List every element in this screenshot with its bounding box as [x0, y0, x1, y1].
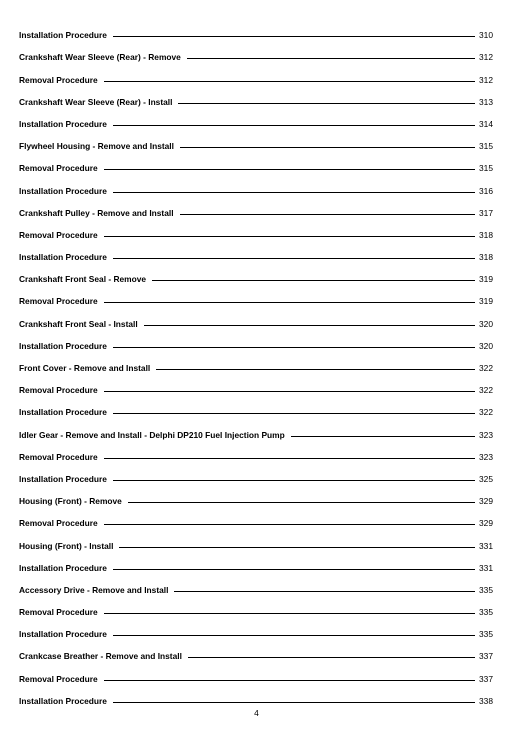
toc-entry-title: Crankshaft Wear Sleeve (Rear) - Remove	[19, 52, 181, 63]
toc-entry-page: 335	[479, 584, 493, 595]
toc-entry-title: Crankshaft Front Seal - Remove	[19, 274, 147, 285]
toc-entry-title: Installation Procedure	[19, 252, 107, 263]
toc-leader-line	[104, 236, 475, 237]
toc-entry[interactable]	[19, 553, 493, 575]
toc-entry-page: 315	[479, 141, 493, 152]
page-number: 4	[254, 708, 259, 718]
toc-entry[interactable]	[19, 419, 493, 441]
toc-entry-title: Removal Procedure	[19, 385, 98, 396]
toc-entry-page: 320	[479, 340, 493, 351]
toc-entry-title: Idler Gear - Remove and Install - Delphi DP210 Fuel Injection Pump	[19, 429, 285, 440]
toc-entry-page: 322	[479, 407, 493, 418]
toc-entry-page: 320	[479, 318, 493, 329]
toc-entry-page: 337	[479, 673, 493, 684]
toc-leader-line	[180, 214, 475, 215]
toc-leader-line	[128, 502, 475, 503]
toc-entry[interactable]	[19, 153, 493, 175]
toc-entry-title: Installation Procedure	[19, 185, 107, 196]
toc-leader-line	[188, 657, 475, 658]
toc-entry[interactable]	[19, 242, 493, 264]
toc-entry-title: Installation Procedure	[19, 30, 107, 41]
toc-entry-title: Installation Procedure	[19, 118, 107, 129]
toc-entry[interactable]	[19, 530, 493, 552]
toc-entry-title: Removal Procedure	[19, 607, 98, 618]
toc-entry[interactable]	[19, 597, 493, 619]
toc-leader-line	[104, 391, 475, 392]
toc-leader-line	[113, 192, 475, 193]
toc-entry-title: Installation Procedure	[19, 340, 107, 351]
toc-entry[interactable]	[19, 198, 493, 220]
toc-entry-page: 318	[479, 252, 493, 263]
toc-leader-line	[104, 169, 475, 170]
toc-entry[interactable]	[19, 64, 493, 86]
toc-entry-title: Flywheel Housing - Remove and Install	[19, 141, 174, 152]
toc-leader-line	[113, 413, 475, 414]
toc-leader-line	[156, 369, 475, 370]
toc-entry-page: 319	[479, 274, 493, 285]
toc-entry[interactable]	[19, 575, 493, 597]
toc-entry[interactable]	[19, 308, 493, 330]
toc-leader-line	[113, 480, 475, 481]
toc-entry-page: 335	[479, 629, 493, 640]
toc-entry-page: 312	[479, 52, 493, 63]
toc-entry[interactable]	[19, 619, 493, 641]
toc-leader-line	[104, 458, 475, 459]
toc-leader-line	[104, 81, 475, 82]
toc-entry-title: Front Cover - Remove and Install	[19, 363, 151, 373]
toc-entry[interactable]	[19, 442, 493, 464]
toc-entry-page: 325	[479, 473, 493, 484]
toc-entry-page: 331	[479, 540, 493, 551]
toc-entry-title: Accessory Drive - Remove and Install	[19, 584, 169, 595]
toc-entry-title: Crankshaft Wear Sleeve (Rear) - Install	[19, 96, 173, 107]
toc-entry[interactable]	[19, 686, 493, 708]
toc-entry[interactable]	[19, 464, 493, 486]
toc-entry-page: 316	[479, 185, 493, 196]
toc-entry-page: 322	[479, 385, 493, 396]
toc-entry-page: 315	[479, 163, 493, 174]
toc-leader-line	[104, 613, 475, 614]
toc-entry-title: Housing (Front) - Remove	[19, 496, 122, 507]
toc-entry-page: 310	[479, 30, 493, 41]
toc-entry-page: 323	[479, 429, 493, 440]
toc-leader-line	[119, 547, 475, 548]
toc-leader-line	[113, 258, 475, 259]
toc-entry[interactable]	[19, 264, 493, 286]
toc-entry-title: Housing (Front) - Install	[19, 540, 114, 551]
toc-entry-page: 317	[479, 207, 493, 218]
toc-entry[interactable]	[19, 508, 493, 530]
toc-entry[interactable]	[19, 220, 493, 242]
toc-leader-line	[187, 58, 475, 59]
toc-leader-line	[152, 280, 475, 281]
toc-entry[interactable]	[19, 353, 493, 375]
toc-leader-line	[113, 569, 475, 570]
toc-entry-page: 312	[479, 74, 493, 85]
toc-entry-title: Crankshaft Pulley - Remove and Install	[19, 207, 174, 218]
toc-leader-line	[113, 702, 475, 703]
toc-leader-line	[104, 680, 475, 681]
toc-entry-title: Installation Procedure	[19, 562, 107, 573]
toc-entry-page: 335	[479, 607, 493, 618]
toc-leader-line	[113, 347, 475, 348]
toc-entry-page: 319	[479, 296, 493, 307]
toc-entry-page: 313	[479, 96, 493, 107]
toc-entry[interactable]	[19, 175, 493, 197]
toc-entry[interactable]	[19, 286, 493, 308]
toc-leader-line	[104, 524, 475, 525]
toc-leader-line	[291, 436, 475, 437]
toc-entry-title: Removal Procedure	[19, 518, 98, 529]
toc-leader-line	[104, 302, 475, 303]
toc-entry[interactable]	[19, 375, 493, 397]
toc-entry[interactable]	[19, 131, 493, 153]
toc-leader-line	[144, 325, 475, 326]
toc-entry-page: 331	[479, 562, 493, 573]
toc-entry[interactable]	[19, 42, 493, 64]
toc-entry[interactable]	[19, 109, 493, 131]
toc-leader-line	[113, 635, 475, 636]
toc-leader-line	[174, 591, 475, 592]
toc-leader-line	[113, 36, 475, 37]
toc-entry-title: Installation Procedure	[19, 473, 107, 484]
toc-entry[interactable]	[19, 331, 493, 353]
toc-entry[interactable]	[19, 641, 493, 663]
toc-leader-line	[178, 103, 475, 104]
toc-entry-page: 322	[479, 363, 493, 373]
table-of-contents	[19, 20, 493, 708]
toc-entry[interactable]	[19, 87, 493, 109]
toc-entry-title: Removal Procedure	[19, 229, 98, 240]
toc-entry-title: Crankcase Breather - Remove and Install	[19, 651, 182, 662]
toc-entry-title: Installation Procedure	[19, 407, 107, 418]
toc-entry-page: 337	[479, 651, 493, 662]
toc-entry[interactable]	[19, 486, 493, 508]
toc-entry-title: Removal Procedure	[19, 163, 98, 174]
toc-entry-page: 329	[479, 496, 493, 507]
toc-entry[interactable]	[19, 397, 493, 419]
toc-entry-title: Removal Procedure	[19, 673, 98, 684]
toc-leader-line	[113, 125, 475, 126]
toc-entry-page: 338	[479, 695, 493, 706]
toc-entry-title: Crankshaft Front Seal - Install	[19, 318, 138, 329]
toc-entry[interactable]	[19, 20, 493, 42]
toc-leader-line	[180, 147, 475, 148]
toc-entry-title: Installation Procedure	[19, 695, 107, 706]
toc-entry-title: Installation Procedure	[19, 629, 107, 640]
toc-entry[interactable]	[19, 663, 493, 685]
toc-entry-page: 323	[479, 451, 493, 462]
toc-entry-title: Removal Procedure	[19, 451, 98, 462]
toc-entry-page: 314	[479, 118, 493, 129]
toc-entry-title: Removal Procedure	[19, 74, 98, 85]
toc-entry-page: 318	[479, 229, 493, 240]
toc-entry-title: Removal Procedure	[19, 296, 98, 307]
toc-entry-page: 329	[479, 518, 493, 529]
